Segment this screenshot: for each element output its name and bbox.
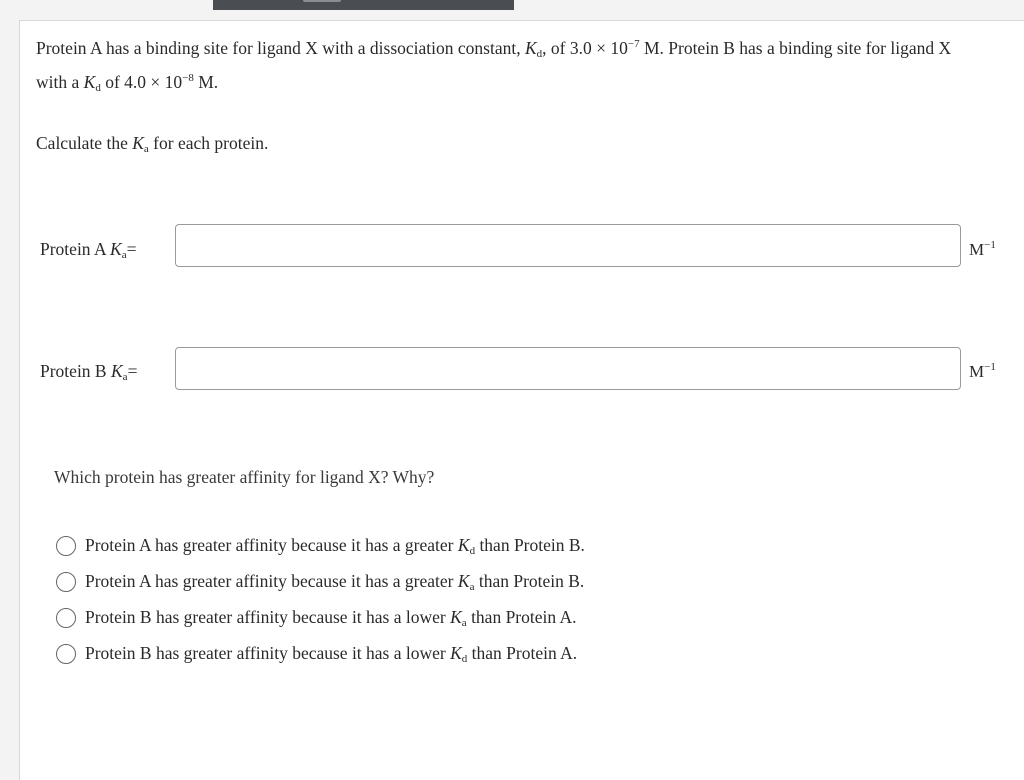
option-b-lower-kd[interactable] [56,636,585,672]
affinity-question: Which protein has greater affinity for ligand X? Why? [54,467,435,487]
option-label: Protein A has greater affinity because it has a greater $K_d$ than Protein B. [85,535,585,557]
option-a-greater-ka[interactable] [56,564,585,600]
option-b-lower-ka[interactable] [56,600,585,636]
toolbar-tab[interactable] [303,0,341,2]
radio-button[interactable] [56,644,76,664]
radio-button[interactable] [56,536,76,556]
top-toolbar [213,0,514,10]
calculate-prompt: Calculate the $K_a$ for each protein. [36,133,269,155]
answer-options [56,528,585,672]
option-label: Protein B has greater affinity because it has a lower $K_d$ than Protein A. [85,643,578,665]
question-card [19,20,1024,780]
protein-a-unit: $M^{-1}$ [969,239,996,259]
radio-button[interactable] [56,572,76,592]
option-a-greater-kd[interactable] [56,528,585,564]
option-label: Protein A has greater affinity because it has a greater $K_a$ than Protein B. [85,571,585,593]
protein-b-unit: $M^{-1}$ [969,361,996,381]
problem-statement: Protein A has a binding site for ligand X with a dissociation constant, $K_d$, of $3.0 \times 10^{-7}$ M. Protein B has a binding site for ligand X with a $K_d$ of $4.0 \times 10^{-8}$ M. [36,38,952,94]
protein-a-ka-input[interactable] [175,224,961,267]
option-label: Protein B has greater affinity because it has a lower $K_a$ than Protein A. [85,607,577,629]
radio-button[interactable] [56,608,76,628]
protein-b-ka-label: Protein B $K_a=$ [40,361,138,383]
protein-a-ka-label: Protein A $K_a=$ [40,239,137,261]
protein-b-ka-input[interactable] [175,347,961,390]
